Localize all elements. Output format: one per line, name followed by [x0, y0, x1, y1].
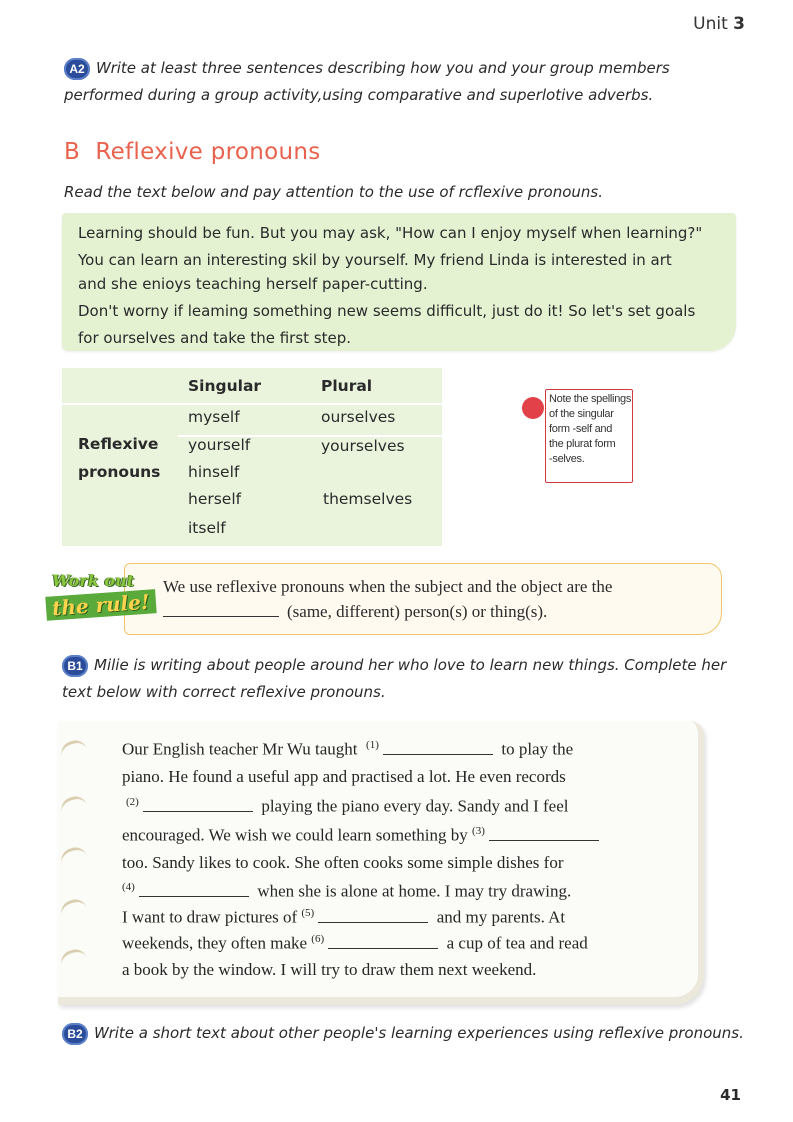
task-b2 [62, 1023, 762, 1045]
answer-blank-2[interactable] [143, 797, 253, 812]
rule-answer-blank[interactable] [163, 602, 279, 617]
work-out-text: Work out [52, 571, 135, 590]
rule-line-2: (same, different) person(s) or thing(s). [287, 602, 548, 621]
story-text: when she is alone at home. I may try drawing. [257, 881, 572, 901]
singular-cell: herself [188, 490, 242, 508]
reading-line: and she enioys teaching herself paper-cutting. [78, 275, 428, 293]
task-badge-b1: B1 [62, 655, 88, 677]
section-heading: Reflexive pronouns [95, 139, 321, 165]
b2-text: Write a short text about other people's learning experiences using reflexive pronouns. [94, 1024, 744, 1042]
story-text: encouraged. We wish we could learn something by [122, 825, 468, 845]
reading-text-box [62, 213, 736, 351]
story-line-8 [122, 933, 588, 954]
singular-cell: yourself [188, 436, 251, 454]
story-line-5: too. Sandy likes to cook. She often cooks some simple dishes for [122, 853, 564, 872]
story-text: weekends, they often make [122, 933, 308, 953]
plural-cell: themselves [323, 490, 413, 508]
table-divider [62, 403, 442, 405]
singular-cell: itself [188, 519, 226, 537]
story-text: and my parents. At [436, 907, 566, 927]
note-marker-dot [522, 397, 544, 419]
work-out-rule-badge [44, 569, 156, 627]
row-label-reflexive: Reflexive [78, 435, 159, 453]
answer-blank-3[interactable] [489, 826, 599, 841]
story-line-6 [122, 881, 571, 902]
plural-header: Plural [321, 377, 373, 395]
task-a2 [64, 55, 744, 109]
note-line: of the singular [549, 408, 614, 420]
unit-number: 3 [733, 14, 745, 34]
unit-label [693, 14, 745, 34]
singular-cell: myself [188, 408, 240, 426]
task-b1 [62, 652, 742, 706]
reading-instruction: Read the text below and pay attention to the use of rcflexive pronouns. [64, 183, 603, 201]
work-out-rule-box [124, 563, 722, 635]
note-line: form -self and [549, 423, 613, 435]
blank-number-5: (5) [301, 907, 315, 919]
a2-line-2: performed during a group activity,using comparative and superlotive adverbs. [64, 86, 654, 104]
story-line-2: piano. He found a useful app and practised a lot. He even records [122, 767, 566, 786]
note-line: the plurat form [549, 438, 616, 450]
reading-line: You can learn an interesting skil by yourself. My friend Linda is interested in art [78, 251, 672, 269]
section-letter: B [64, 139, 81, 165]
reading-line: for ourselves and take the first step. [78, 329, 352, 347]
blank-number-3: (3) [472, 825, 485, 837]
answer-blank-6[interactable] [328, 934, 438, 949]
story-text: playing the piano every day. Sandy and I feel [261, 796, 569, 816]
spelling-note [545, 389, 633, 483]
answer-blank-1[interactable] [383, 740, 493, 755]
singular-cell: hinself [188, 463, 240, 481]
task-badge-a2: A2 [64, 58, 90, 80]
pronoun-table [62, 368, 442, 546]
blank-number-4: (4) [122, 881, 135, 893]
story-text: I want to draw pictures of [122, 907, 298, 927]
blank-number-1: (1) [366, 739, 379, 751]
story-text: a cup of tea and read [446, 933, 588, 953]
note-line: -selves. [549, 453, 585, 465]
rule-line-1: We use reflexive pronouns when the subject and the object are the [163, 577, 613, 596]
b1-line-1: Milie is writing about people around her who love to learn new things. Complete her [94, 656, 727, 674]
story-text: Our English teacher Mr Wu taught [122, 739, 358, 759]
story-text: to play the [501, 739, 574, 759]
the-rule-text: the rule! [45, 589, 156, 621]
unit-word: Unit [693, 14, 728, 34]
note-line: Note the spellings [549, 393, 632, 405]
plural-cell: yourselves [321, 437, 405, 455]
b1-line-2: text below with correct reflexive pronouns. [62, 683, 386, 701]
task-badge-b2: B2 [62, 1023, 88, 1045]
story-line-7 [122, 907, 565, 928]
rule-line-2-wrap [163, 602, 547, 622]
plural-cell: ourselves [321, 408, 396, 426]
story-line-1 [122, 739, 573, 760]
answer-blank-4[interactable] [139, 882, 249, 897]
story-line-4 [122, 825, 599, 846]
row-label-pronouns: pronouns [78, 463, 161, 481]
singular-header: Singular [188, 377, 262, 395]
a2-line-1: Write at least three sentences describing how you and your group members [96, 59, 670, 77]
page-number: 41 [720, 1086, 741, 1104]
reading-line: Learning should be fun. But you may ask, "How can I enjoy myself when learning?" [78, 224, 703, 242]
blank-number-2: (2) [126, 796, 139, 808]
blank-number-6: (6) [311, 933, 325, 945]
answer-blank-5[interactable] [318, 908, 428, 923]
section-title [64, 139, 321, 165]
reading-line: Don't worny if leaming something new seems difficult, just do it! So let's set goals [78, 302, 696, 320]
story-line-3 [122, 796, 568, 817]
story-line-9: a book by the window. I will try to draw them next weekend. [122, 960, 537, 979]
